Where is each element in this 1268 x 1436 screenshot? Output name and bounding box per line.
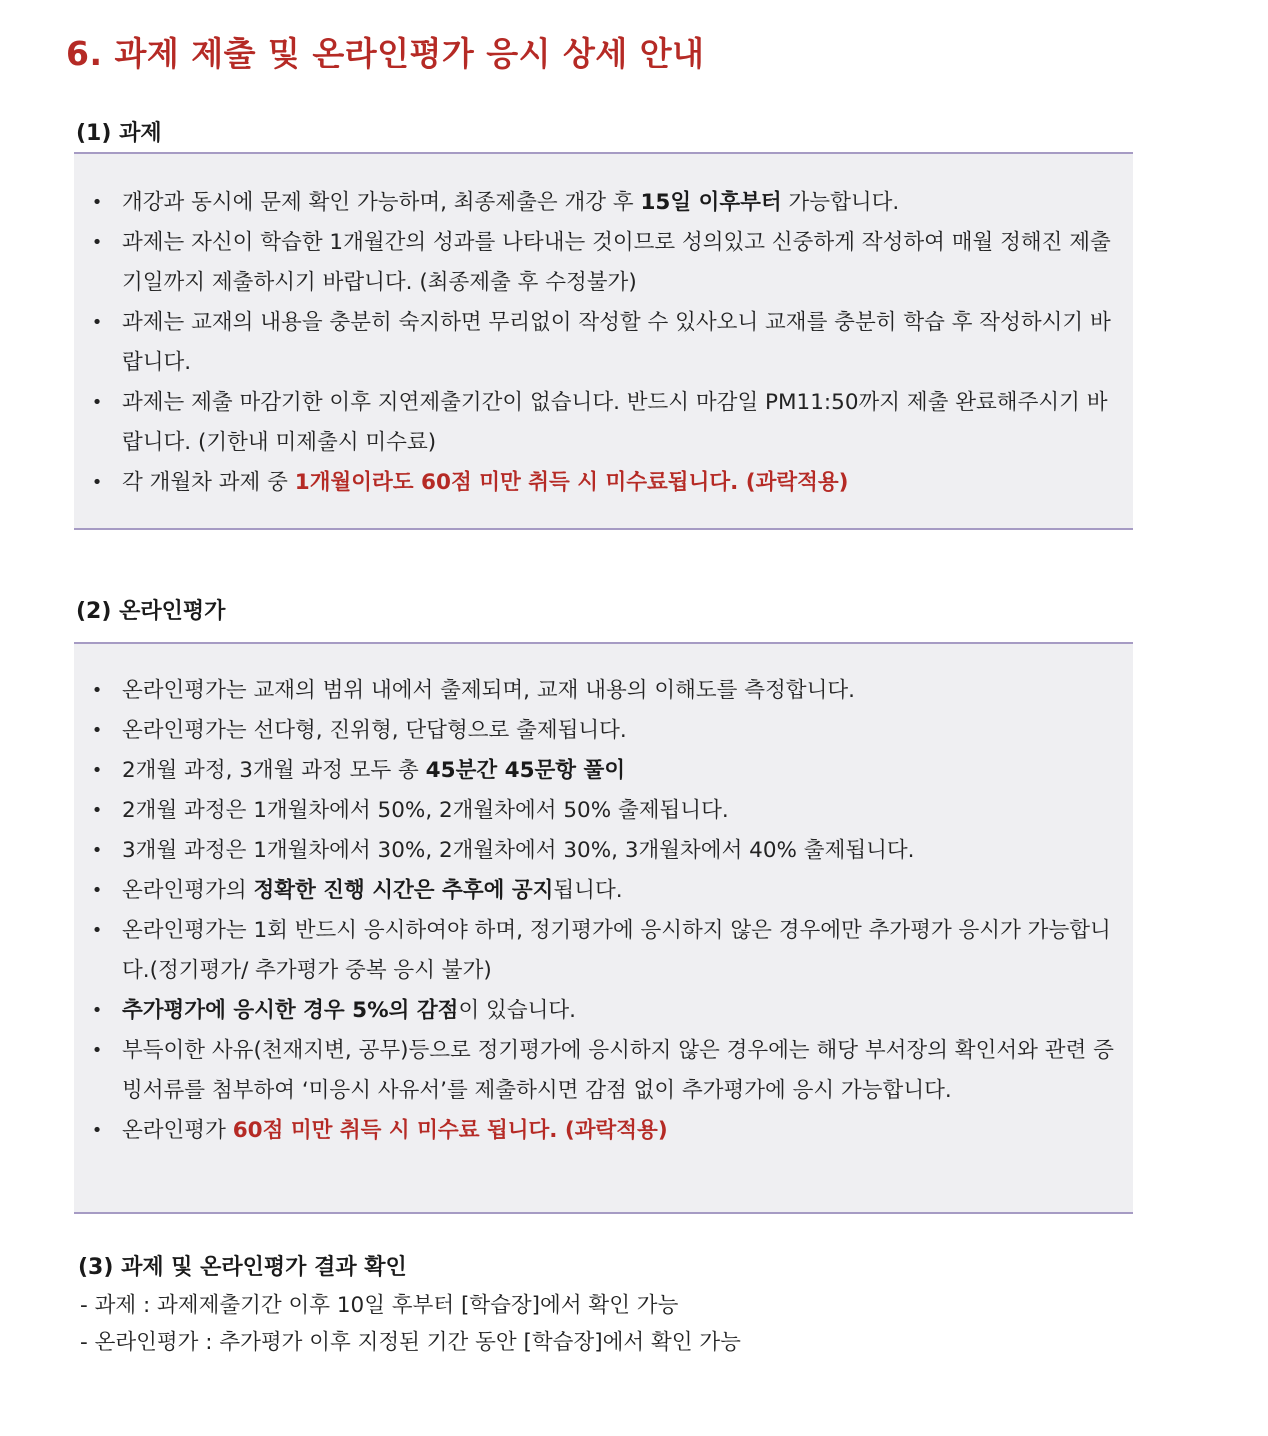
bullet-icon: • — [91, 920, 103, 941]
item-text: 2개월 과정, 3개월 과정 모두 총 — [122, 758, 426, 783]
bullet-icon: • — [91, 312, 103, 333]
item-text: 과제는 제출 마감기한 이후 지연제출기간이 없습니다. 반드시 마감일 PM11:50까지 제출 완료해주시기 바랍니다. (기한내 미제출시 미수료) — [122, 390, 1108, 455]
list-item — [74, 671, 1133, 711]
list-item — [74, 223, 1133, 303]
item-text: 각 개월차 과제 중 — [122, 470, 295, 495]
section-heading-online-exam: (2) 온라인평가 — [76, 599, 226, 624]
item-warning: 1개월이라도 60점 미만 취득 시 미수료됩니다. (과락적용) — [294, 470, 849, 495]
bullet-icon: • — [91, 840, 103, 861]
bullet-icon: • — [91, 1120, 103, 1141]
assignment-info-box — [74, 152, 1133, 530]
list-item — [74, 751, 1133, 791]
item-text: 2개월 과정은 1개월차에서 50%, 2개월차에서 50% 출제됩니다. — [122, 798, 729, 823]
page-title: 6. 과제 제출 및 온라인평가 응시 상세 안내 — [66, 34, 705, 73]
item-emphasis: 15일 이후부터 — [640, 190, 782, 215]
bullet-icon: • — [91, 392, 103, 413]
list-item — [74, 463, 1133, 503]
list-item — [74, 1031, 1133, 1111]
list-item — [74, 383, 1133, 463]
item-text: 됩니다. — [553, 878, 623, 903]
list-item — [74, 183, 1133, 223]
list-item — [74, 791, 1133, 831]
item-emphasis: 정확한 진행 시간은 추후에 공지 — [253, 878, 554, 903]
item-text: 부득이한 사유(천재지변, 공무)등으로 정기평가에 응시하지 않은 경우에는 해당 부서장의 확인서와 관련 증빙서류를 첨부하여 ‘미응시 사유서’를 제출하시면 감점 없이 추가평가에 응시 가능합니다. — [122, 1038, 1114, 1103]
list-item — [74, 911, 1133, 991]
item-text: 온라인평가는 선다형, 진위형, 단답형으로 출제됩니다. — [122, 718, 627, 743]
bullet-icon: • — [91, 720, 103, 741]
online-exam-info-box — [74, 642, 1133, 1214]
item-text: 과제는 교재의 내용을 충분히 숙지하면 무리없이 작성할 수 있사오니 교재를 충분히 학습 후 작성하시기 바랍니다. — [122, 310, 1111, 375]
section-heading-results: (3) 과제 및 온라인평가 결과 확인 — [78, 1255, 407, 1280]
bullet-icon: • — [91, 800, 103, 821]
result-line-assignment: - 과제 : 과제제출기간 이후 10일 후부터 [학습장]에서 확인 가능 — [80, 1293, 679, 1318]
bullet-icon: • — [91, 472, 103, 493]
item-text: 온라인평가는 교재의 범위 내에서 출제되며, 교재 내용의 이해도를 측정합니다. — [122, 678, 855, 703]
item-warning: 60점 미만 취득 시 미수료 됩니다. (과락적용) — [232, 1118, 668, 1143]
item-text: 온라인평가의 — [122, 878, 254, 903]
list-item — [74, 303, 1133, 383]
assignment-bullet-list — [74, 183, 1133, 503]
section-heading-assignment: (1) 과제 — [76, 121, 162, 146]
list-item — [74, 1111, 1133, 1151]
bullet-icon: • — [91, 232, 103, 253]
bullet-icon: • — [91, 760, 103, 781]
online-exam-bullet-list — [74, 671, 1133, 1151]
bullet-icon: • — [91, 880, 103, 901]
item-text: 개강과 동시에 문제 확인 가능하며, 최종제출은 개강 후 — [122, 190, 641, 215]
item-emphasis: 45분간 45문항 풀이 — [425, 758, 626, 783]
item-text: 온라인평가는 1회 반드시 응시하여야 하며, 정기평가에 응시하지 않은 경우에만 추가평가 응시가 가능합니다.(정기평가/ 추가평가 중복 응시 불가) — [122, 918, 1111, 983]
item-text: 3개월 과정은 1개월차에서 30%, 2개월차에서 30%, 3개월차에서 40% 출제됩니다. — [122, 838, 915, 863]
list-item — [74, 831, 1133, 871]
item-text: 이 있습니다. — [458, 998, 576, 1023]
result-line-online-exam: - 온라인평가 : 추가평가 이후 지정된 기간 동안 [학습장]에서 확인 가능 — [80, 1330, 741, 1355]
list-item — [74, 711, 1133, 751]
bullet-icon: • — [91, 1040, 103, 1061]
item-text: 온라인평가 — [122, 1118, 233, 1143]
list-item — [74, 871, 1133, 911]
item-emphasis: 추가평가에 응시한 경우 5%의 감점 — [122, 998, 459, 1023]
item-text: 과제는 자신이 학습한 1개월간의 성과를 나타내는 것이므로 성의있고 신중하게 작성하여 매월 정해진 제출기일까지 제출하시기 바랍니다. (최종제출 후 수정불가) — [122, 230, 1111, 295]
list-item — [74, 991, 1133, 1031]
bullet-icon: • — [91, 1000, 103, 1021]
bullet-icon: • — [91, 192, 103, 213]
bullet-icon: • — [91, 680, 103, 701]
item-text: 가능합니다. — [781, 190, 900, 215]
